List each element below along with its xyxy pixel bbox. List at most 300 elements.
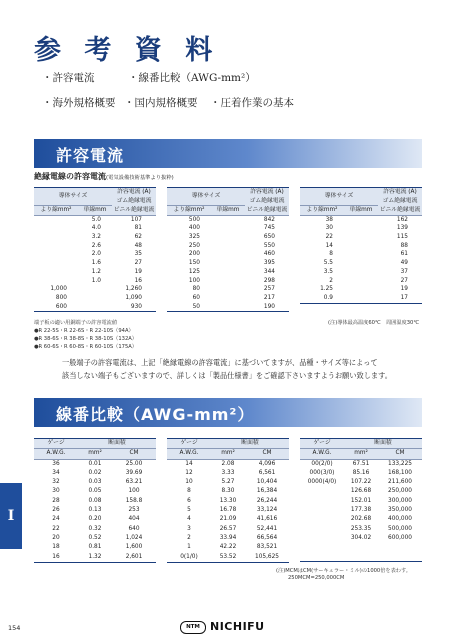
cell-awg: 00(2/0) [311,460,333,467]
cell-current: 27 [400,277,408,284]
cell-current: 162 [396,216,408,223]
cell-cm: 39.69 [125,469,143,476]
cell-current: 88 [400,242,408,249]
table-row [300,242,422,251]
cell-cm: 4,096 [258,460,276,467]
cell-current: 62 [134,234,142,241]
terminal-note-heading: 端子板の適い用銅端子の許容電流値 [34,320,118,326]
table-row [167,250,289,259]
cell-awg: 28 [52,497,60,504]
cell-awg [300,506,344,515]
cell-stranded: 325 [188,234,200,241]
cell-solid [344,250,378,259]
cell-current: 115 [396,234,408,241]
header-insulation-rubber: ゴム絶縁電流 [112,197,156,206]
page-title: 参 考 資 料 [34,35,220,66]
cell-awg: 1 [187,544,191,551]
cell-stranded: 30 [325,225,333,232]
header-stranded: より線mm² [167,205,211,215]
cell-stranded: 250 [188,242,200,249]
header-cm: CM [378,449,422,459]
cell-mm2: 0.02 [88,469,102,476]
cell-mm2: 126.68 [350,488,372,495]
cell-awg: 12 [185,469,193,476]
table-row [300,497,422,506]
cell-mm2: 67.51 [352,460,370,467]
table-row [34,534,156,543]
header-gauge: ゲージ [167,439,211,449]
allowable-current-table-3 [300,187,422,304]
cell-awg [300,553,344,562]
cell-cm: 10,404 [256,479,278,486]
cell-solid: 5.0 [91,216,101,223]
table-row [34,250,156,259]
cell-awg: 000(3/0) [309,469,335,476]
cell-awg: 32 [52,479,60,486]
table-row [34,242,156,251]
cell-solid [344,285,378,294]
header-gauge: ゲージ [34,439,78,449]
nichifu-logo [180,621,278,635]
table-row [300,215,422,224]
cell-current: 460 [263,251,275,258]
cell-mm2: 253.35 [350,525,372,532]
table-row [34,277,156,286]
table-row [167,259,289,268]
table-row [300,487,422,496]
cell-cm: 41,616 [256,516,278,523]
header-conductor-size: 導体サイズ [167,188,245,206]
cell-mm2: 42.22 [219,544,237,551]
cell-mm2: 53.52 [211,553,245,563]
cell-mm2: 0.81 [88,544,102,551]
cell-current: 298 [263,277,275,284]
cell-cm: 2,601 [112,553,156,563]
table-row [34,294,156,303]
cell-mm2: 26.57 [219,525,237,532]
guidance-paragraph-line-2: 該当しない端子もございますので、詳しくは「製品仕様書」をご確認下さいますようお願い致します。 [62,371,392,380]
cell-awg: 6 [187,497,191,504]
cell-cm: 25.00 [125,460,143,467]
table-row [167,215,289,224]
table-row [300,224,422,233]
cell-solid [211,277,245,286]
cell-current: 35 [134,251,142,258]
cell-mm2: 21.09 [219,516,237,523]
cell-awg [300,525,344,534]
cell-cm [378,553,422,562]
cell-solid [344,224,378,233]
cell-current: 550 [263,242,275,249]
table-row [300,534,422,543]
table-row [167,506,289,515]
cell-cm: 16,384 [256,488,278,495]
cell-awg [300,534,344,543]
cell-current: 190 [245,303,289,312]
cell-mm2: 152.01 [350,497,372,504]
cell-stranded: 500 [188,216,200,223]
table-row [34,224,156,233]
cell-current: 27 [134,260,142,267]
table-row [167,543,289,552]
cell-cm: 6,561 [258,469,276,476]
cell-solid [344,242,378,251]
cell-solid [344,294,378,303]
cell-cm: 100 [128,488,140,495]
cell-awg: 3 [187,525,191,532]
cell-cm: 52,441 [256,525,278,532]
cell-solid [344,215,378,224]
header-insulation-rubber: ゴム絶縁電流 [245,197,289,206]
topic-gauge-comparison: ・線番比較（AWG-mm²） [128,72,256,84]
cell-awg: 4 [187,516,191,523]
cell-solid [78,294,112,303]
cell-awg: 20 [52,534,60,541]
cell-cm: 250,000 [388,488,412,495]
cell-awg [300,497,344,506]
table-row [34,478,156,487]
cell-solid [211,242,245,251]
cell-cm: 133,225 [388,460,412,467]
header-cm: CM [245,449,289,459]
cell-awg: 36 [52,460,60,467]
table-row [34,506,156,515]
terminal-note-r60: ●R 60-6S・R 60-8S・R 60-10S（175A） [34,344,137,350]
topic-allowable-current: ・許容電流 [42,72,95,84]
cell-current: 107 [130,216,142,223]
header-insulation-rubber: ゴム絶縁電流 [378,197,422,206]
header-insulation-vinyl: ビニル絶縁電流 [112,205,156,215]
table-row [167,553,289,563]
cell-solid [78,303,112,312]
cell-current: 61 [400,251,408,258]
cell-awg: 30 [52,488,60,495]
cell-cm: 300,000 [388,497,412,504]
header-cross-section: 断面積 [344,439,422,449]
cell-current: 395 [263,260,275,267]
cell-cm: 350,000 [388,507,412,514]
guidance-paragraph-line-1: 一般端子の許容電流は、上記「絶縁電線の許容電流」に基づいてますが、品種・サイズ等によって [62,358,378,367]
table-row [300,250,422,259]
cell-solid [344,277,378,286]
table-row [34,303,156,312]
cell-mm2: 0.05 [88,488,102,495]
cell-solid [211,285,245,294]
header-cross-section: 断面積 [211,439,289,449]
temperature-note: (注)導体最高温度60℃ 周囲温度30℃ [328,320,420,326]
table-row [167,233,289,242]
table-row [300,553,422,562]
topic-domestic-standards: ・国内規格概要 [124,97,198,109]
cell-mm2: 16.78 [219,507,237,514]
table-row [300,506,422,515]
header-awg: A.W.G. [300,449,344,459]
table-row [300,543,422,552]
cell-mm2: 0.20 [88,516,102,523]
brand-name: NICHIFU [210,620,265,633]
table-row [34,525,156,534]
cell-mm2: 0.13 [88,507,102,514]
table-row [167,277,289,286]
section-band-gauge-comparison [34,398,422,427]
mcm-equivalence-note: 250MCM=250,000CM [288,575,345,581]
cell-mm2 [344,543,378,552]
table-row [34,285,156,294]
header-allowable-current: 許容電流 (A) [112,188,156,197]
section-title-gauge-comparison: 線番比較（AWG-mm²） [56,405,255,424]
cell-cm: 158.8 [125,497,143,504]
cell-solid [78,285,112,294]
table-row [167,525,289,534]
logo-mark: NTM [180,621,206,634]
cell-cm: 500,000 [388,525,412,532]
cell-current: 257 [263,286,275,293]
cell-cm: 168,100 [388,469,412,476]
cell-awg: 10 [185,479,193,486]
header-cross-section: 断面積 [78,439,156,449]
cell-mm2: 1.32 [78,553,112,563]
cell-stranded: 125 [188,268,200,275]
cell-stranded: 22 [325,234,333,241]
cell-mm2: 0.08 [88,497,102,504]
cell-stranded: 400 [188,225,200,232]
cell-mm2: 0.01 [88,460,102,467]
header-conductor-size: 導体サイズ [300,188,378,206]
cell-stranded: 8 [329,251,333,258]
header-insulation-vinyl: ビニル絶縁電流 [245,205,289,215]
cell-awg [300,543,344,552]
cell-current: 1,090 [125,294,142,301]
cell-stranded: 600 [34,303,78,312]
table-row [300,469,422,478]
cell-mm2: 202.68 [350,516,372,523]
cell-mm2: 0.32 [88,525,102,532]
cell-awg: 26 [52,507,60,514]
table-row [34,543,156,552]
cell-stranded: 1,000 [50,286,67,293]
table-row [167,459,289,469]
table-row [34,487,156,496]
table-row [167,534,289,543]
cell-stranded: 5.5 [323,260,333,267]
header-allowable-current: 許容電流 (A) [245,188,289,197]
header-mm2: mm² [211,449,245,459]
cell-stranded [34,233,78,242]
cell-mm2: 3.33 [221,469,235,476]
cell-current: 49 [400,260,408,267]
table-row [167,497,289,506]
cell-mm2: 33.94 [219,534,237,541]
cell-mm2: 2.08 [221,460,235,467]
cell-current: 17 [378,294,422,303]
cell-stranded: 1.25 [320,286,333,293]
cell-cm: 83,521 [256,544,278,551]
table-row [300,294,422,303]
header-mm2: mm² [344,449,378,459]
header-insulation-vinyl: ビニル絶縁電流 [378,205,422,215]
cell-solid [211,233,245,242]
cell-cm: 211,600 [388,479,412,486]
cell-cm: 253 [128,507,140,514]
table-row [300,515,422,524]
cell-stranded: 200 [188,251,200,258]
header-stranded: より線mm² [34,205,78,215]
cell-current: 139 [396,225,408,232]
header-allowable-current: 許容電流 (A) [378,188,422,197]
header-stranded: より線mm² [300,205,344,215]
cell-awg: 0(1/0) [167,553,211,563]
cell-solid: 4.0 [91,225,101,232]
cell-mm2: 13.30 [219,497,237,504]
table-row [300,525,422,534]
cell-awg [300,487,344,496]
table-row [34,553,156,563]
terminal-note-r38: ●R 38-6S・R 38-8S・R 38-10S（132A） [34,336,137,342]
cell-solid [344,268,378,277]
cell-awg: 34 [52,469,60,476]
cell-awg: 5 [187,507,191,514]
cell-stranded: 800 [55,294,67,301]
cell-current: 930 [112,303,156,312]
gauge-table-3 [300,438,422,562]
subheading-note: (電気設備技術基準より抜粋) [106,175,174,181]
cell-mm2: 85.16 [352,469,370,476]
header-mm2: mm² [78,449,112,459]
cell-cm: 400,000 [388,516,412,523]
cell-awg: 16 [34,553,78,563]
cell-mm2: 0.03 [88,479,102,486]
cell-current: 1,260 [125,286,142,293]
cell-cm: 600,000 [388,534,412,541]
cell-mm2 [344,553,378,562]
table-row [34,215,156,224]
cell-current: 842 [263,216,275,223]
cell-solid: 3.2 [91,234,101,241]
cell-solid [211,224,245,233]
header-conductor-size: 導体サイズ [34,188,112,206]
cell-current: 745 [263,225,275,232]
table-row [34,259,156,268]
allowable-current-table-2 [167,187,289,312]
table-row [167,294,289,303]
table-row [34,497,156,506]
cell-solid: 1.2 [91,268,101,275]
section-title-allowable-current: 許容電流 [56,146,125,165]
cell-stranded [34,215,78,224]
cell-current: 19 [400,286,408,293]
cell-cm: 105,625 [245,553,289,563]
cell-current: 48 [134,242,142,249]
header-solid: 単線mm [344,205,378,215]
header-gauge: ゲージ [300,439,344,449]
cell-cm: 33,124 [256,507,278,514]
cell-mm2: 0.52 [88,534,102,541]
cell-stranded [34,250,78,259]
cell-awg [300,515,344,524]
cell-mm2: 107.22 [350,479,372,486]
table-row [167,478,289,487]
header-cm: CM [112,449,156,459]
table-row [34,268,156,277]
chapter-tab: I [0,483,22,549]
table-row [300,277,422,286]
table-row [167,268,289,277]
header-solid: 単線mm [211,205,245,215]
topic-crimping-basics: ・圧着作業の基本 [210,97,294,109]
cell-solid [211,250,245,259]
header-awg: A.W.G. [167,449,211,459]
table-row [167,303,289,312]
mcm-note: (注)MCMはCM(サーキュラー・ミル)の1000倍を表わす。 [276,568,411,574]
cell-solid [344,233,378,242]
cell-mm2: 177.38 [350,507,372,514]
table-row [167,285,289,294]
cell-solid: 1.6 [91,260,101,267]
table-row [300,478,422,487]
table-row [34,515,156,524]
cell-cm: 66,564 [256,534,278,541]
cell-stranded [34,224,78,233]
table-row [300,459,422,469]
cell-current: 16 [134,277,142,284]
cell-cm: 63.21 [125,479,143,486]
cell-cm: 26,244 [256,497,278,504]
allowable-current-subheading [34,171,174,182]
gauge-table-1 [34,438,156,563]
gauge-table-2 [167,438,289,563]
cell-stranded [34,268,78,277]
cell-current: 37 [400,268,408,275]
cell-solid: 1.0 [91,277,101,284]
terminal-note-r22: ●R 22-5S・R 22-6S・R 22-10S（94A） [34,328,134,334]
cell-solid [211,294,245,303]
cell-solid [211,268,245,277]
cell-stranded: 38 [325,216,333,223]
cell-mm2: 304.02 [350,534,372,541]
cell-cm [378,543,422,552]
cell-solid: 2.6 [91,242,101,249]
cell-solid [211,215,245,224]
cell-stranded: 100 [188,277,200,284]
table-row [167,224,289,233]
cell-solid [211,303,245,312]
cell-stranded [34,259,78,268]
topic-overseas-standards: ・海外規格概要 [42,97,116,109]
table-row [34,233,156,242]
table-row [167,469,289,478]
allowable-current-table-1 [34,187,156,312]
table-row [300,259,422,268]
cell-awg: 2 [187,534,191,541]
table-row [167,487,289,496]
cell-cm: 640 [128,525,140,532]
cell-stranded: 150 [188,260,200,267]
table-row [34,469,156,478]
cell-solid [211,259,245,268]
cell-stranded: 3.5 [323,268,333,275]
table-row [300,233,422,242]
cell-stranded: 50 [167,303,211,312]
cell-stranded: 80 [192,286,200,293]
header-solid: 単線mm [78,205,112,215]
cell-stranded [34,242,78,251]
cell-awg: 8 [187,488,191,495]
subheading-text: 絶縁電線の許容電流 [34,172,106,181]
cell-stranded [34,277,78,286]
cell-current: 81 [134,225,142,232]
cell-mm2: 5.27 [221,479,235,486]
page-number: 154 [8,624,21,632]
